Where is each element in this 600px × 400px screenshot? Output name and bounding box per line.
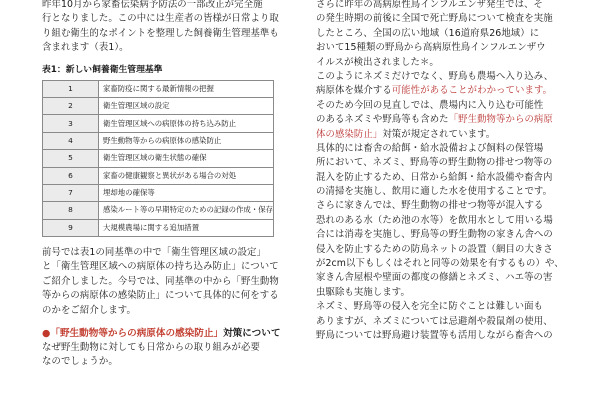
row-text: 大規模農場に関する追加措置 (99, 219, 274, 236)
text-line: 前号では表1の同基準の中で「衛生管理区域の設定」 (42, 247, 266, 259)
text-line: 所において、ネズミ、野鳥等の野生動物の排せつ物等の (316, 157, 553, 169)
section-heading (42, 326, 300, 341)
text-line: ご紹介しました。今号では、同基準の中から「野生動物 (42, 275, 279, 287)
text-line: 混入を防止するため、日常から給餌・給水設備や畜舎内 (316, 171, 553, 183)
table-title: 表1：新しい飼養衛生管理基準 (42, 64, 163, 75)
table-row (43, 132, 274, 149)
table-row (43, 202, 274, 219)
bullet-icon: ● (42, 328, 51, 340)
row-number: 2 (43, 97, 99, 114)
row-text: 衛生管理区域の衛生状態の確保 (99, 150, 274, 167)
heading-rest: 対策について (223, 328, 281, 340)
text-line: 含まれます（表1）。 (42, 42, 129, 54)
text-span: 病原体を媒介する (316, 85, 392, 97)
heading-quote: 「野生動物等からの病原体の感染防止」 (50, 328, 224, 340)
right-column (316, 0, 578, 343)
highlight-text: 「野生動物等からの病原 (448, 114, 553, 126)
table-row (43, 167, 274, 184)
text-line: 行となりました。この中には生産者の皆様が日常より取 (42, 13, 279, 25)
text-line: このようにネズミだけでなく、野鳥も農場へ入り込み、 (316, 70, 554, 82)
row-text: 家畜防疫に関する最新情報の把握 (99, 80, 274, 97)
text-line: 合には消毒を実施し、野鳥等の野生動物の家きん舎への (316, 229, 553, 241)
standards-table (42, 80, 274, 238)
text-line: そのため今回の見直しでは、農場内に入り込む可能性 (316, 99, 544, 111)
text-line: ネズミ、野鳥等の侵入を完全に防ぐことは難しい面も (316, 301, 544, 313)
text-line: さらに家きんでは、野生動物の排せつ物等が混入する (316, 200, 544, 212)
row-text: 埋却地の確保等 (99, 184, 274, 201)
text-line: イルスが検出されました＊。 (316, 56, 439, 68)
table-row (43, 115, 274, 132)
text-line: さらに昨年の高病原性鳥インフルエンザ発生では、そ (316, 0, 544, 10)
row-text: 衛生管理区域への病原体の持ち込み防止 (99, 115, 274, 132)
text-line: が2cm以下もしくはそれと同等の効果を有するもの）や、 (316, 258, 564, 270)
left-column (42, 0, 300, 370)
row-text: 野生動物等からの病原体の感染防止 (99, 132, 274, 149)
text-line: り組む衛生的なポイントを整理した飼養衛生管理基準も (42, 27, 279, 39)
closing-paragraph (42, 341, 300, 370)
text-line: のかをご紹介します。 (42, 304, 136, 316)
text-line: 恐れのある水（ため池の水等）を飲用水として用いる場 (316, 214, 553, 226)
row-text: 衛生管理区域の設定 (99, 97, 274, 114)
text-line: 昨年10月から家畜伝染病予防法の一部改正が完全施 (42, 0, 263, 10)
row-number: 9 (43, 219, 99, 236)
text-line: 虫駆除も実施します。 (316, 286, 410, 298)
text-line: ありますが、ネズミについては忌避剤や殺鼠剤の使用、 (316, 315, 553, 327)
text-line: 具体的には畜舎の給餌・給水設備および飼料の保管場 (316, 142, 544, 154)
intro-paragraph (42, 0, 300, 56)
text-line: 野鳥については野鳥避け装置等も活用しながら畜舎への (316, 329, 553, 341)
text-line: の発生時期の前後に全国で死亡野鳥について検査を実施 (316, 13, 553, 25)
text-line: なぜ野生動物に対しても日常からの取り組みが必要 (42, 342, 260, 354)
row-number: 6 (43, 167, 99, 184)
text-line: の清掃を実施し、飲用に適した水を使用することです。 (316, 186, 553, 198)
table-row (43, 219, 274, 236)
text-line: 侵入を防止するための防鳥ネットの設置（網目の大きさ (316, 243, 553, 255)
body-paragraph (42, 246, 300, 318)
text-line: おいて15種類の野鳥から高病原性鳥インフルエンザウ (316, 42, 546, 54)
row-text: 家畜の健康観察と異状がある場合の対処 (99, 167, 274, 184)
table-row (43, 150, 274, 167)
table-row (43, 97, 274, 114)
row-number: 5 (43, 150, 99, 167)
text-line: なのでしょうか。 (42, 356, 118, 368)
row-number: 1 (43, 80, 99, 97)
row-number: 8 (43, 202, 99, 219)
row-number: 3 (43, 115, 99, 132)
text-line-highlight (316, 84, 578, 98)
table-row (43, 80, 274, 97)
text-line: 等からの病原体の感染防止」について具体的に何をする (42, 290, 279, 302)
table-row (43, 184, 274, 201)
text-line: 家きん舎屋根や壁面の都度の修繕とネズミ、ハエ等の害 (316, 272, 553, 284)
row-text: 感染ルート等の早期特定のための記録の作成・保存 (99, 202, 274, 219)
text-span: のあるネズミや野鳥等も含めた (316, 114, 449, 126)
highlight-text: 可能性があることがわかっています。 (391, 85, 553, 97)
highlight-text: 体の感染防止」 (316, 128, 383, 140)
row-number: 7 (43, 184, 99, 201)
row-number: 4 (43, 132, 99, 149)
text-line: したところ、全国の広い地域（16道府県26地域）に (316, 27, 540, 39)
text-line-highlight (316, 128, 578, 142)
text-line-highlight (316, 113, 578, 127)
text-line: と「衛生管理区域への病原体の持ち込み防止」について (42, 261, 279, 273)
text-span: 対策が規定されています。 (382, 128, 496, 140)
